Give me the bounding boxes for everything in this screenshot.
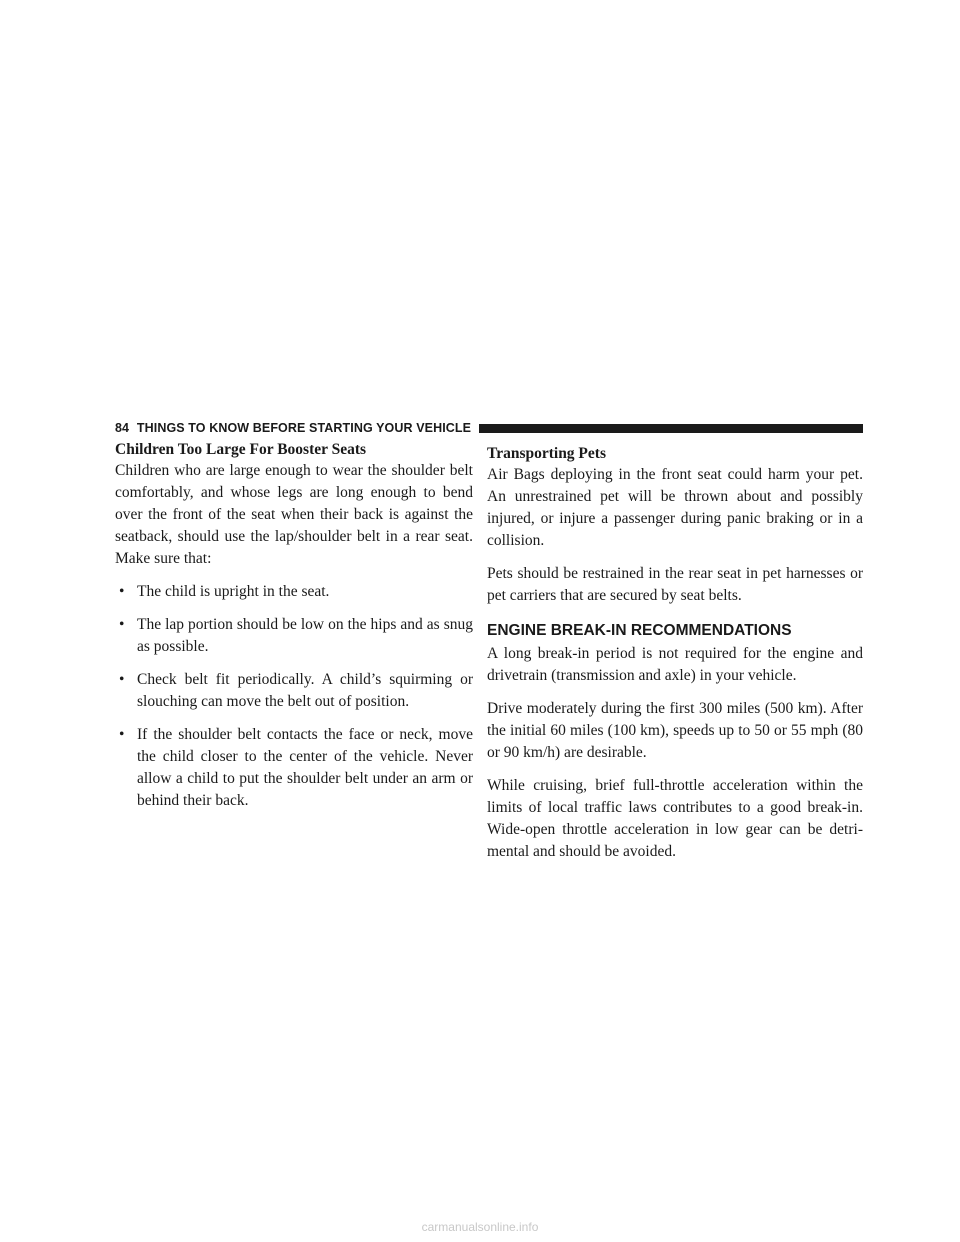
engine-paragraph-1: A long break-in period is not required for the engine and drivetrain (transmission and axle) in your vehicle. (487, 645, 863, 684)
bullet-icon: • (119, 616, 125, 633)
header-rule (479, 424, 863, 433)
page-header (115, 418, 863, 438)
left-column (115, 440, 473, 823)
bullet-icon: • (119, 671, 125, 688)
list-item-text: The child is upright in the seat. (137, 583, 330, 600)
list-item (115, 614, 473, 658)
engine-break-in-heading: ENGINE BREAK-IN RECOMMENDATIONS (487, 622, 792, 639)
bullet-icon: • (119, 726, 125, 743)
booster-seats-heading: Children Too Large For Booster Seats (115, 441, 367, 458)
transporting-pets-heading: Transporting Pets (487, 445, 606, 462)
list-item-text: The lap portion should be low on the hips and as snug as possible. (137, 616, 473, 655)
list-item-text: If the shoulder belt contacts the face or neck, move the child closer to the center of the vehicle. Never allow a child to put the shoulder belt under an arm or behind their back. (137, 726, 473, 809)
bullet-icon: • (119, 583, 125, 600)
pets-paragraph-2: Pets should be restrained in the rear seat in pet harnesses or pet carriers that are secured by seat belts. (487, 565, 863, 604)
page-number: 84 (115, 421, 129, 435)
running-head: THINGS TO KNOW BEFORE STARTING YOUR VEHICLE (136, 421, 472, 435)
list-item (115, 581, 473, 603)
pets-paragraph-1: Air Bags deploying in the front seat could harm your pet. An unrestrained pet will be thrown about and possibly injured, or injure a passenger during panic braking or in a collision. (487, 466, 863, 549)
list-item (115, 669, 473, 713)
list-item-text: Check belt fit periodically. A child’s squirming or slouching can move the belt out of position. (137, 671, 473, 710)
list-item (115, 724, 473, 812)
engine-paragraph-2: Drive moderately during the first 300 miles (500 km). After the initial 60 miles (100 km), speeds up to 50 or 55 mph (80 or 90 km/h) are desirable. (487, 700, 863, 761)
engine-paragraph-3: While cruising, brief full-throttle acceleration within the limits of local traffic laws contributes to a good break-in. Wide-open throttle acceleration in low gear can be detri-mental and should be avoided. (487, 777, 863, 860)
watermark: carmanualsonline.info (421, 1220, 539, 1234)
belt-fit-list (115, 581, 473, 812)
right-column (487, 440, 863, 874)
booster-seats-intro: Children who are large enough to wear the shoulder belt comfortably, and whose legs are long enough to bend over the front of the seat when their back is against the seatback, should use the lap/shoulder belt in a rear seat. Make sure that: (115, 462, 473, 567)
